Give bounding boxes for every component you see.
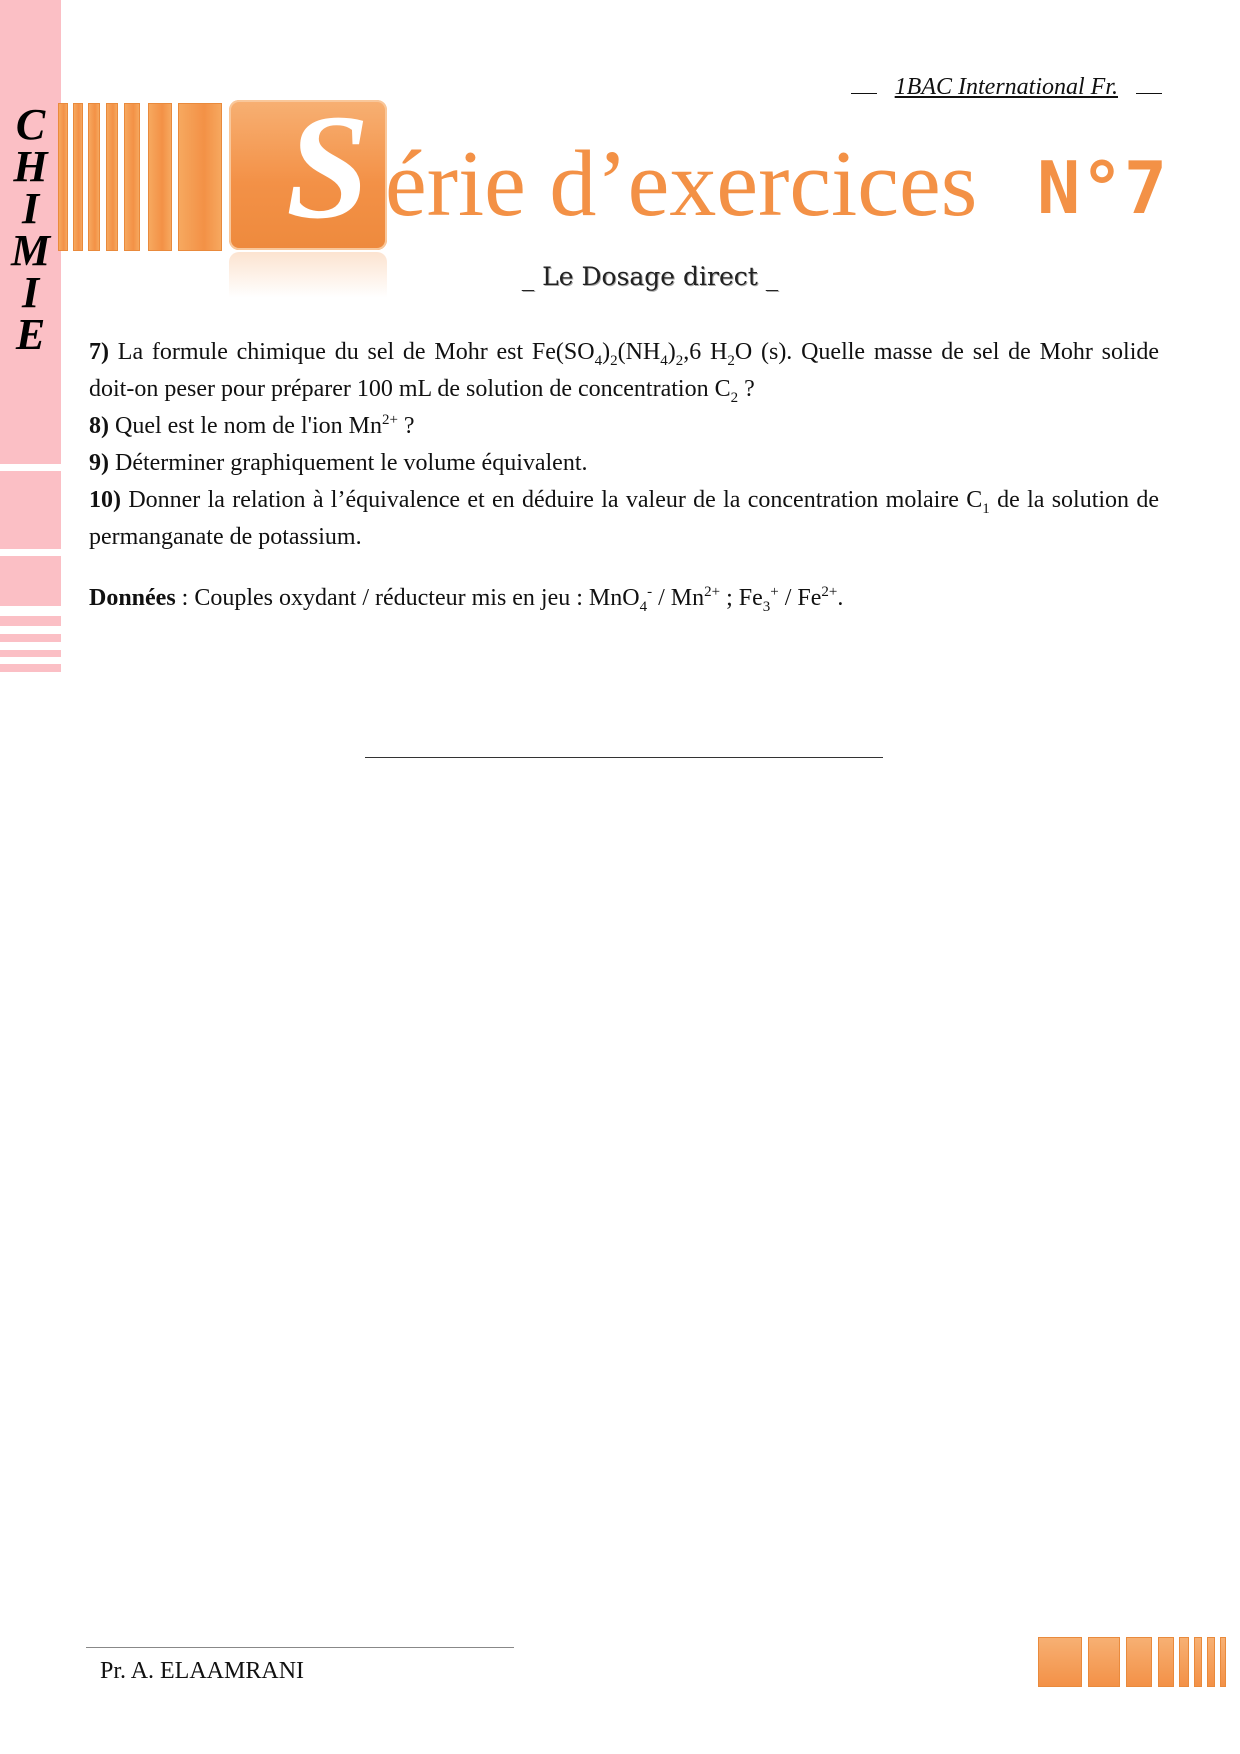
series-number: N°7 — [1037, 146, 1168, 230]
spacer — [89, 556, 1159, 580]
section-divider — [365, 757, 883, 758]
author-name: Pr. A. ELAAMRANI — [100, 1658, 305, 1684]
superscript: 2+ — [704, 584, 721, 600]
data-text: ; Fe — [720, 585, 763, 611]
question-10 — [89, 482, 1159, 556]
data-section — [89, 580, 1159, 617]
data-text: : Couples oxydant / réducteur mis en jeu : MnO — [175, 585, 640, 611]
title-bar — [88, 103, 100, 251]
side-band-block-2 — [0, 556, 61, 606]
question-text: ) — [667, 339, 676, 365]
footer-block — [1126, 1637, 1152, 1687]
title-bar — [178, 103, 222, 251]
question-number: 7) — [89, 339, 109, 365]
question-text: ? — [738, 376, 755, 402]
question-number: 8) — [89, 413, 109, 439]
question-text: de la solution de permanganate de potassium. — [89, 487, 1160, 550]
title-bar — [148, 103, 172, 251]
title-bar — [106, 103, 118, 251]
question-text: Quel est le nom de l'ion Mn — [115, 413, 382, 439]
title-bar — [73, 103, 83, 251]
question-text: ,6 H — [683, 339, 728, 365]
class-label-text: 1BAC International Fr. — [894, 74, 1118, 100]
question-7 — [89, 334, 1159, 408]
data-text: / Mn — [652, 585, 705, 611]
question-text: ? — [397, 413, 415, 439]
subject-letter: C — [15, 100, 46, 149]
subject-letter: H — [13, 142, 48, 191]
subject-letter: I — [21, 268, 40, 317]
side-band-stripe-4 — [0, 664, 61, 672]
question-9 — [89, 445, 1159, 482]
footer-block — [1158, 1637, 1174, 1687]
question-text: (NH — [617, 339, 661, 365]
superscript: + — [770, 584, 779, 600]
class-label — [851, 74, 1162, 101]
title-bar — [124, 103, 140, 251]
superscript: - — [647, 584, 653, 600]
superscript: 2+ — [381, 412, 398, 428]
subject-letter: I — [21, 184, 40, 233]
subscript: 1 — [982, 500, 990, 517]
footer-block — [1179, 1637, 1189, 1687]
question-number: 9) — [89, 450, 109, 476]
dash-decoration — [851, 93, 877, 94]
side-band-stripe-2 — [0, 634, 61, 642]
subscript: 2 — [730, 389, 739, 406]
subscript: 4 — [660, 352, 668, 369]
data-text: / Fe — [778, 585, 822, 611]
title-bar — [58, 103, 68, 251]
footer-block — [1194, 1637, 1202, 1687]
side-band-stripe-3 — [0, 650, 61, 657]
superscript: 2+ — [821, 584, 838, 600]
question-8 — [89, 408, 1159, 445]
subscript: 2 — [727, 352, 735, 369]
subscript: 4 — [594, 352, 603, 369]
question-text: ) — [602, 339, 611, 365]
subscript: 2 — [675, 352, 684, 369]
question-text: La formule chimique du sel de Mohr est Fe(SO — [117, 339, 595, 365]
footer-block — [1207, 1637, 1215, 1687]
subject-vertical-label — [0, 100, 61, 359]
footer-divider — [86, 1647, 514, 1648]
question-text: Déterminer graphiquement le volume équivalent. — [115, 450, 588, 476]
question-text: Donner la relation à l’équivalence et en déduire la valeur de la concentration molaire C — [128, 487, 983, 513]
page-subtitle: _ Le Dosage direct _ — [521, 262, 779, 291]
question-text: O (s). Quelle masse de sel de Mohr solide doit-on peser pour préparer 100 mL de solution de concentration C — [89, 339, 1160, 402]
title-initial: S — [286, 84, 370, 250]
data-label: Données — [89, 585, 176, 611]
subscript: 4 — [639, 598, 648, 615]
dash-decoration — [1136, 93, 1162, 94]
footer-block — [1220, 1637, 1226, 1687]
subscript: 2 — [610, 352, 618, 369]
exercise-content — [89, 334, 1159, 617]
footer-block — [1088, 1637, 1120, 1687]
question-number: 10) — [89, 487, 121, 513]
subject-letter: M — [10, 226, 51, 275]
data-text: . — [837, 585, 844, 611]
footer-block — [1038, 1637, 1082, 1687]
side-band-stripe-1 — [0, 616, 61, 626]
page-title: érie d’exercices — [385, 132, 978, 236]
subject-letter: E — [15, 310, 46, 359]
subscript: 3 — [762, 598, 771, 615]
side-band-block-1 — [0, 471, 61, 549]
